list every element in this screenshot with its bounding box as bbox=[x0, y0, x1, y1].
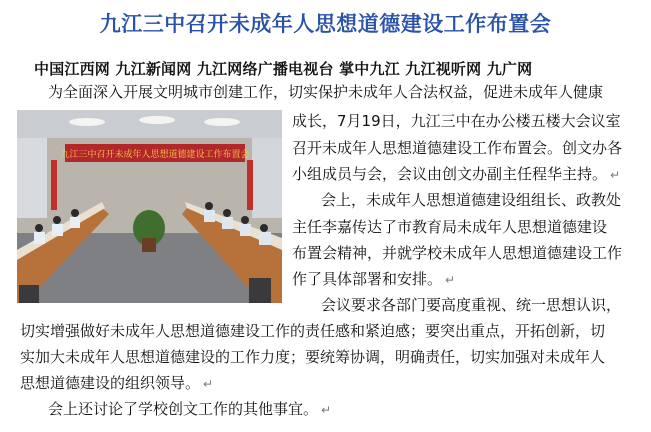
photo-banner-text: 九江三中召开未成年人思想道德建设工作布置会 bbox=[60, 150, 250, 160]
body-line-13: 会上还讨论了学校创文工作的其他事宜。 ↵ bbox=[48, 400, 332, 418]
body-line-8: 作了具体部署和安排。 ↵ bbox=[292, 270, 456, 288]
meeting-photo bbox=[17, 110, 282, 303]
body-line-9: 会议要求各部门要高度重视、统一思想认识， bbox=[321, 296, 622, 314]
article-title: 九江三中召开未成年人思想道德建设工作布置会 bbox=[99, 12, 552, 36]
body-line-1: 为全面深入开展文明城市创建工作，切实保护未成年人合法权益，促进未成年人健康 bbox=[48, 83, 604, 101]
body-line-6: 主任李嘉传达了市教育局未成年人思想道德建设 bbox=[292, 218, 608, 236]
body-line-12: 思想道德建设的组织领导。 ↵ bbox=[20, 374, 214, 392]
body-line-5: 会上，未成年人思想道德建设组组长、政教处 bbox=[321, 191, 622, 209]
paragraph-mark-icon: ↵ bbox=[321, 403, 332, 417]
paragraph-mark-icon: ↵ bbox=[203, 377, 214, 391]
body-line-2: 成长，7月19日，九江三中在办公楼五楼大会议室 bbox=[292, 112, 621, 130]
body-line-4: 小组成员与会，会议由创文办副主任程华主持。 ↵ bbox=[292, 165, 621, 183]
paragraph-mark-icon: ↵ bbox=[610, 168, 621, 182]
body-line-11: 实加大未成年人思想道德建设的工作力度；要统筹协调，明确责任，切实加强对未成年人 bbox=[20, 348, 606, 366]
article-sources: 中国江西网 九江新闻网 九江网络广播电视台 掌中九江 九江视听网 九广网 bbox=[34, 60, 533, 78]
body-line-3: 召开未成年人思想道德建设工作布置会。创文办各 bbox=[292, 139, 623, 157]
paragraph-mark-icon: ↵ bbox=[445, 273, 456, 287]
body-line-7: 布置会精神，并就学校未成年人思想道德建设工作 bbox=[292, 244, 623, 262]
body-line-10: 切实增强做好未成年人思想道德建设工作的责任感和紧迫感；要突出重点，开拓创新，切 bbox=[20, 322, 606, 340]
